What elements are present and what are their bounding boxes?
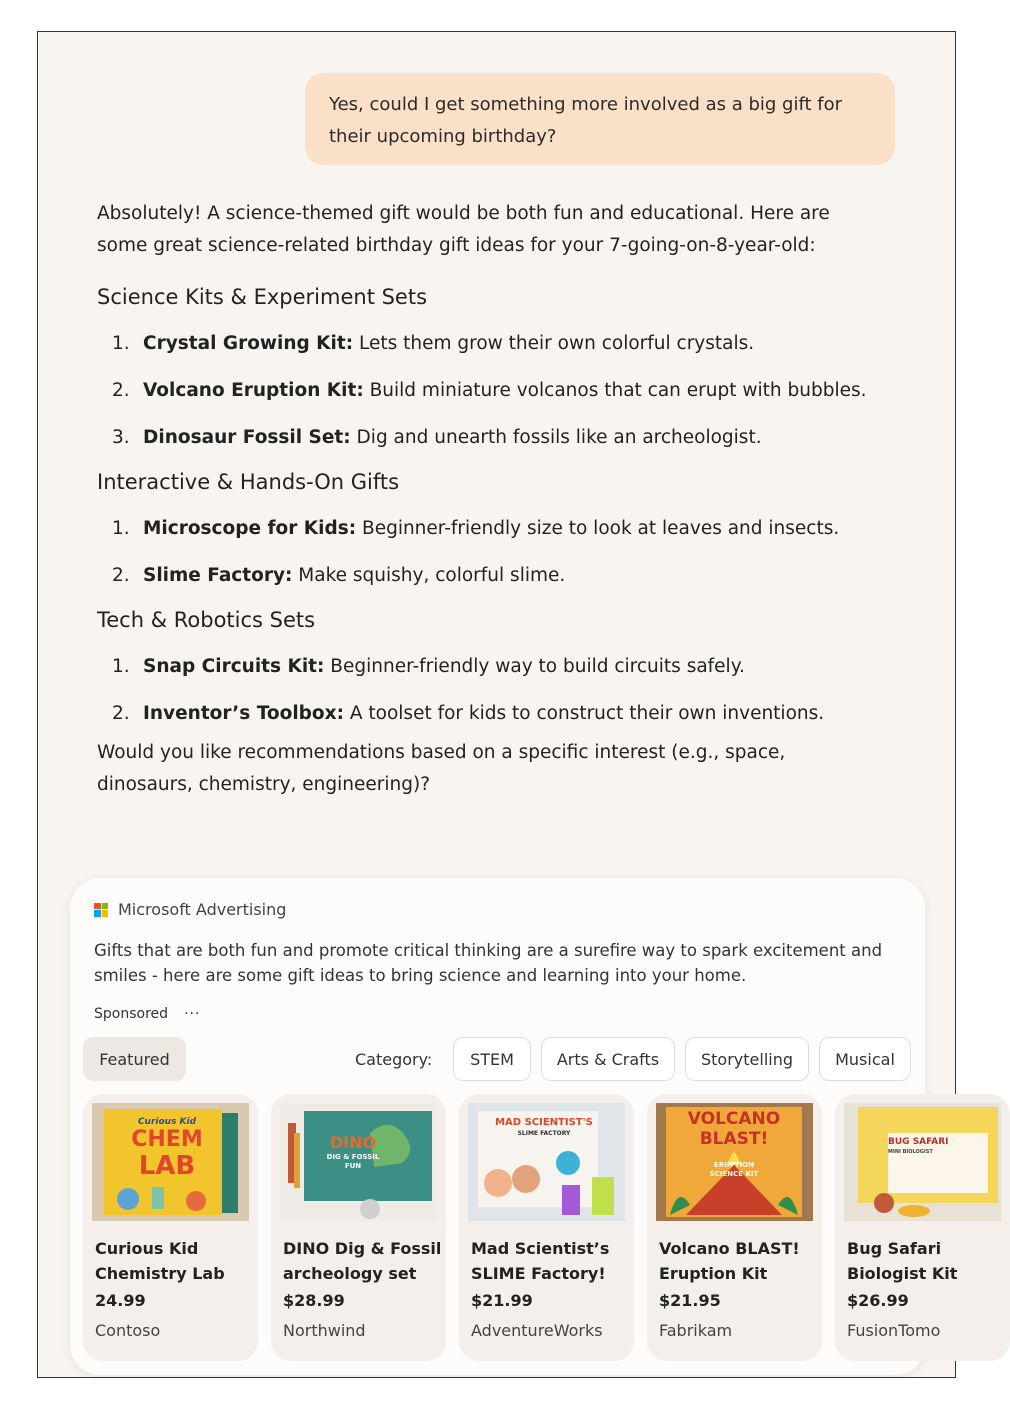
list-item bbox=[97, 414, 887, 461]
ad-text-line: smiles - here are some gift ideas to bring science and learning into your home. bbox=[94, 966, 747, 985]
box-small-text: Curious Kid bbox=[137, 1117, 197, 1127]
list-item bbox=[97, 320, 887, 367]
product-image bbox=[844, 1103, 1001, 1221]
product-card[interactable] bbox=[647, 1094, 822, 1361]
product-name-line: Mad Scientist’s bbox=[471, 1239, 610, 1258]
product-image bbox=[92, 1103, 249, 1221]
user-message-line: their upcoming birthday? bbox=[329, 126, 557, 147]
category-chip-arts-crafts[interactable]: Arts & Crafts bbox=[541, 1037, 675, 1081]
ad-brand: Microsoft Advertising bbox=[118, 900, 287, 919]
reply-intro-line: Absolutely! A science-themed gift would be both fun and educational. Here are bbox=[97, 203, 830, 224]
item-title: Inventor’s Toolbox: bbox=[143, 702, 344, 724]
product-card[interactable] bbox=[835, 1094, 1010, 1361]
product-seller: FusionTomo bbox=[847, 1321, 941, 1340]
box-title: BUG SAFARI bbox=[888, 1137, 949, 1147]
list-number: 1. bbox=[112, 332, 130, 354]
product-seller: Northwind bbox=[283, 1321, 366, 1340]
box-title: MAD SCIENTIST'S bbox=[495, 1117, 593, 1128]
list-item bbox=[97, 690, 887, 737]
item-desc: Make squishy, colorful slime. bbox=[292, 564, 566, 586]
box-title: DINO bbox=[329, 1133, 377, 1152]
product-image bbox=[656, 1103, 813, 1221]
ad-header bbox=[94, 900, 286, 919]
product-card[interactable] bbox=[459, 1094, 634, 1361]
sponsored-ad-card bbox=[70, 878, 958, 1375]
list-item bbox=[97, 367, 887, 414]
box-subtitle: ERUPTION bbox=[713, 1161, 755, 1169]
product-card[interactable] bbox=[271, 1094, 446, 1361]
bug-safari-box-image bbox=[844, 1103, 1001, 1221]
list-number: 1. bbox=[112, 655, 130, 677]
item-title: Microscope for Kids: bbox=[143, 517, 357, 539]
chat-window bbox=[37, 31, 956, 1378]
box-subtitle: SLIME FACTORY bbox=[517, 1130, 571, 1137]
gift-list bbox=[97, 505, 887, 599]
category-filter-row bbox=[83, 1037, 925, 1083]
item-desc: Lets them grow their own colorful crystals. bbox=[353, 332, 755, 354]
product-seller: AdventureWorks bbox=[471, 1321, 603, 1340]
product-name-line: Chemistry Lab bbox=[95, 1264, 225, 1283]
reply-closing-line: dinosaurs, chemistry, engineering)? bbox=[97, 774, 431, 795]
reply-intro bbox=[97, 198, 887, 262]
item-desc: A toolset for kids to construct their own inventions. bbox=[343, 702, 825, 724]
item-desc: Build miniature volcanos that can erupt with bubbles. bbox=[363, 379, 867, 401]
list-number: 2. bbox=[112, 379, 130, 401]
product-image bbox=[280, 1103, 437, 1221]
category-chip-musical[interactable]: Musical bbox=[819, 1037, 911, 1081]
reply-intro-line: some great science-related birthday gift ideas for your 7-going-on-8-year-old: bbox=[97, 235, 816, 256]
more-options-icon[interactable]: ··· bbox=[184, 1006, 201, 1022]
box-subtitle: SCIENCE KIT bbox=[709, 1170, 759, 1178]
item-desc: Beginner-friendly way to build circuits safely. bbox=[324, 655, 745, 677]
list-item bbox=[97, 552, 887, 599]
section-tech-robotics bbox=[97, 603, 887, 737]
section-interactive-gifts bbox=[97, 465, 887, 599]
box-title: BLAST! bbox=[699, 1129, 769, 1149]
product-name-line: Bug Safari bbox=[847, 1239, 942, 1258]
product-name bbox=[95, 1236, 255, 1286]
product-seller: Fabrikam bbox=[659, 1321, 733, 1340]
box-title: CHEM bbox=[131, 1127, 203, 1152]
list-number: 2. bbox=[112, 702, 130, 724]
list-number: 2. bbox=[112, 564, 130, 586]
featured-chip[interactable]: Featured bbox=[83, 1037, 186, 1081]
reply-closing-line: Would you like recommendations based on a specific interest (e.g., space, bbox=[97, 742, 786, 763]
assistant-reply bbox=[97, 198, 887, 801]
product-name-line: DINO Dig & Fossil bbox=[283, 1239, 442, 1258]
product-name-line: SLIME Factory! bbox=[471, 1264, 606, 1283]
product-price: $21.95 bbox=[659, 1291, 721, 1310]
list-number: 3. bbox=[112, 426, 130, 448]
microsoft-logo-icon bbox=[94, 903, 108, 917]
box-title: LAB bbox=[138, 1151, 196, 1181]
list-number: 1. bbox=[112, 517, 130, 539]
product-price: $21.99 bbox=[471, 1291, 533, 1310]
product-name-line: Biologist Kit bbox=[847, 1264, 958, 1283]
section-heading: Interactive & Hands-On Gifts bbox=[97, 470, 400, 494]
ad-text-line: Gifts that are both fun and promote critical thinking are a surefire way to spark excitement and bbox=[94, 941, 883, 960]
box-subtitle: DIG & FOSSIL bbox=[326, 1153, 380, 1161]
product-name-line: Eruption Kit bbox=[659, 1264, 768, 1283]
user-message-bubble bbox=[305, 73, 895, 165]
gift-list bbox=[97, 320, 887, 461]
item-desc: Beginner-friendly size to look at leaves and insects. bbox=[356, 517, 840, 539]
product-name-line: Volcano BLAST! bbox=[659, 1239, 800, 1258]
product-name-line: Curious Kid bbox=[95, 1239, 199, 1258]
list-item bbox=[97, 643, 887, 690]
product-name bbox=[471, 1236, 631, 1286]
item-title: Volcano Eruption Kit: bbox=[143, 379, 364, 401]
product-price: 24.99 bbox=[95, 1291, 146, 1310]
product-image bbox=[468, 1103, 625, 1221]
product-price: $28.99 bbox=[283, 1291, 345, 1310]
reply-closing bbox=[97, 737, 887, 801]
item-title: Dinosaur Fossil Set: bbox=[143, 426, 351, 448]
category-chip-stem[interactable]: STEM bbox=[453, 1037, 531, 1081]
item-title: Slime Factory: bbox=[143, 564, 293, 586]
list-item bbox=[97, 505, 887, 552]
box-subtitle: FUN bbox=[344, 1162, 362, 1170]
sponsored-label: Sponsored bbox=[94, 1006, 169, 1022]
product-name bbox=[659, 1236, 819, 1286]
item-desc: Dig and unearth fossils like an archeologist. bbox=[350, 426, 762, 448]
product-seller: Contoso bbox=[95, 1321, 161, 1340]
product-card[interactable] bbox=[83, 1094, 258, 1361]
category-label: Category: bbox=[355, 1049, 433, 1069]
item-title: Snap Circuits Kit: bbox=[143, 655, 325, 677]
section-science-kits bbox=[97, 280, 887, 461]
box-subtitle: MINI BIOLOGIST bbox=[888, 1149, 933, 1155]
product-name bbox=[847, 1236, 1007, 1286]
section-heading: Tech & Robotics Sets bbox=[97, 608, 316, 632]
item-title: Crystal Growing Kit: bbox=[143, 332, 354, 354]
box-title: VOLCANO bbox=[687, 1109, 781, 1129]
gift-list bbox=[97, 643, 887, 737]
product-name-line: archeology set bbox=[283, 1264, 417, 1283]
section-heading: Science Kits & Experiment Sets bbox=[97, 285, 428, 309]
ad-description bbox=[94, 938, 904, 988]
product-price: $26.99 bbox=[847, 1291, 909, 1310]
user-message-line: Yes, could I get something more involved as a big gift for bbox=[329, 94, 843, 115]
category-chip-storytelling[interactable]: Storytelling bbox=[685, 1037, 809, 1081]
sponsored-row bbox=[94, 1006, 200, 1022]
product-name bbox=[283, 1236, 443, 1286]
